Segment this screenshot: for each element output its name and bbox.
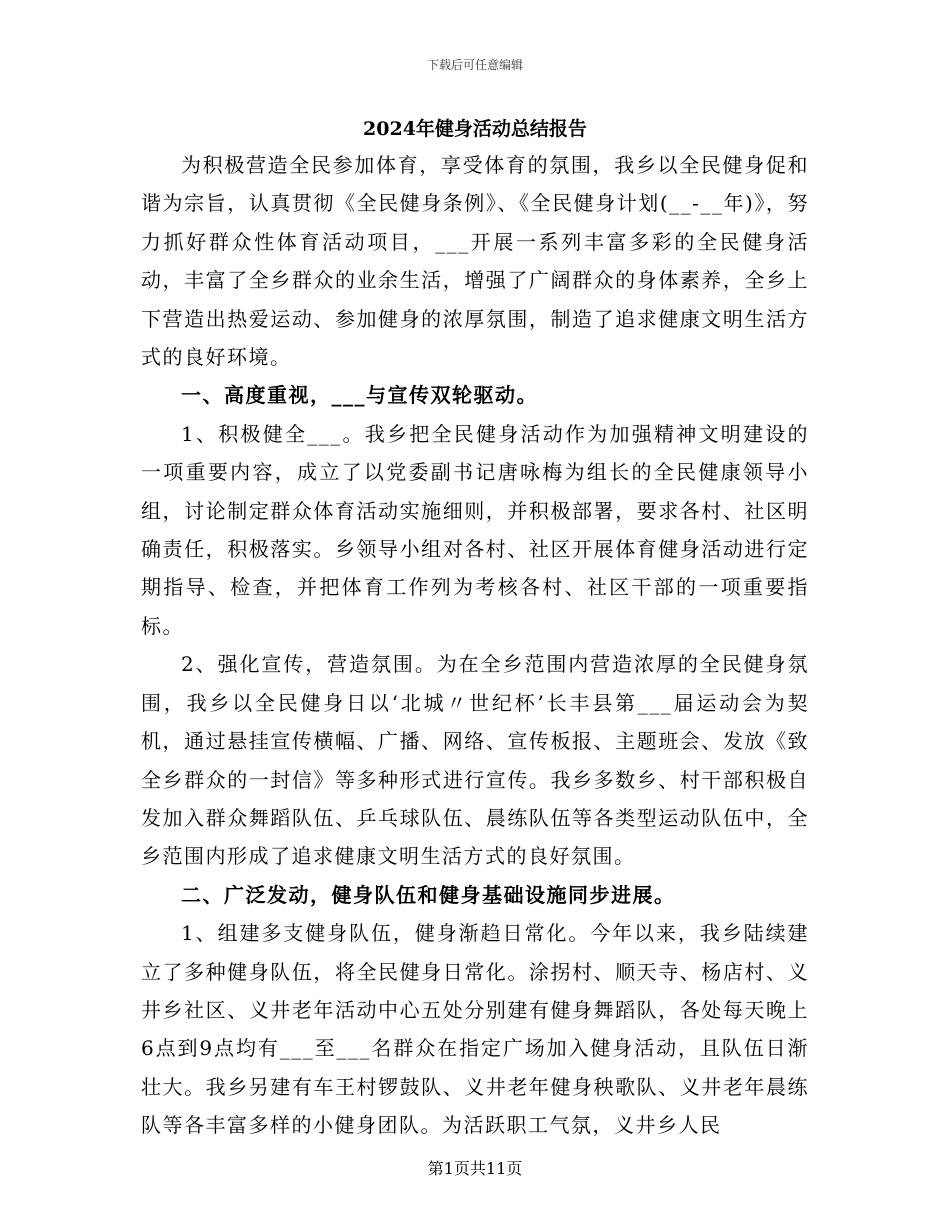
document-body: [141, 146, 809, 1145]
section-heading-2: 二、广泛发动，健身队伍和健身基础设施同步进展。: [181, 882, 676, 907]
paragraph-intro: 为积极营造全民参加体育，享受体育的氛围，我乡以全民健身促和谐为宗旨，认真贯彻《全民健身条例》、《全民健身计划(__-__年)》，努力抓好群众性体育活动项目，___开展一系列丰富多彩的全民健身活动，丰富了全乡群众的业余生活，增强了广阔群众的身体素养，全乡上下营造出热爱运动、参加健身的浓厚氛围，制造了追求健康文明生活方式的良好环境。: [141, 153, 809, 370]
page-footer: 第1页共11页: [427, 1159, 523, 1178]
paragraph-2-1: 1、组建多支健身队伍，健身渐趋日常化。今年以来，我乡陆续建立了多种健身队伍，将全民健身日常化。涂拐村、顺天寺、杨店村、义井乡社区、义井老年活动中心五处分别建有健身舞蹈队，各处每天晚上6点到9点均有___至___名群众在指定广场加入健身活动，且队伍日渐壮大。我乡另建有车王村锣鼓队、义井老年健身秧歌队、义井老年晨练队等各丰富多样的小健身团队。为活跃职工气氛，义井乡人民: [141, 921, 809, 1138]
document-title: 2024年健身活动总结报告: [363, 118, 587, 140]
paragraph-1-1: 1、积极健全___。我乡把全民健身活动作为加强精神文明建设的一项重要内容，成立了以党委副书记唐咏梅为组长的全民健康领导小组，讨论制定群众体育活动实施细则，并积极部署，要求各村、社区明确责任，积极落实。乡领导小组对各村、社区开展体育健身活动进行定期指导、检查，并把体育工作列为考核各村、社区干部的一项重要指标。: [141, 421, 809, 638]
section-heading-1: 一、高度重视，___与宣传双轮驱动。: [181, 383, 538, 408]
header-note: 下载后可任意编辑: [426, 58, 523, 72]
paragraph-1-2: 2、强化宣传，营造氛围。为在全乡范围内营造浓厚的全民健身氛围，我乡以全民健身日以‘北城〃世纪杯’长丰县第___届运动会为契机，通过悬挂宣传横幅、广播、网络、宣传板报、主题班会、发放《致全乡群众的一封信》等多种形式进行宣传。我乡多数乡、村干部积极自发加入群众舞蹈队伍、乒乓球队伍、晨练队伍等各类型运动队伍中，全乡范围内形成了追求健康文明生活方式的良好氛围。: [141, 652, 809, 869]
